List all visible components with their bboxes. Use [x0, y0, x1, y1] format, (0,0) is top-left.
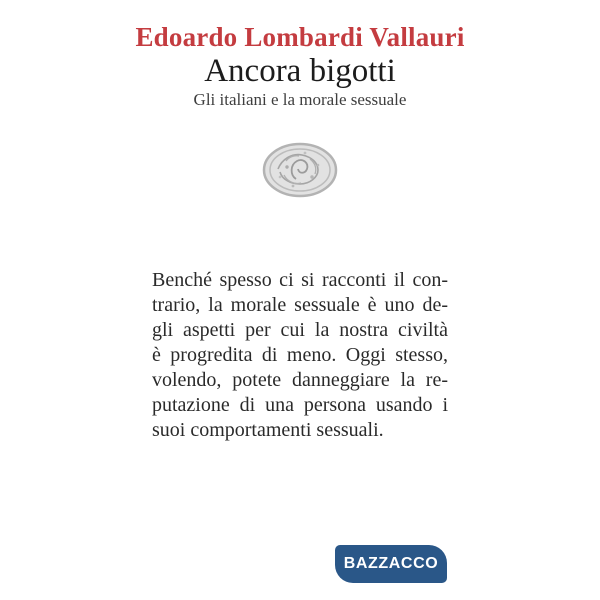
blurb-line: volendo, potete danneggiare la re- [152, 369, 448, 391]
blurb-line: gli aspetti per cui la nostra civiltà [152, 319, 448, 341]
book-subtitle: Gli italiani e la morale sessuale [193, 90, 407, 109]
bazzacco-watermark-badge [335, 545, 447, 583]
watermark-label: BAZZACCO [343, 555, 439, 572]
blurb-line: Benché spesso ci si racconti il con- [152, 269, 448, 291]
back-cover-blurb [152, 268, 448, 443]
publisher-emblem-icon [260, 139, 340, 201]
blurb-line: trario, la morale sessuale è uno de- [152, 294, 448, 316]
book-title: Ancora bigotti [204, 53, 396, 89]
blurb-line: putazione di una persona usando i [152, 394, 448, 416]
author-name: Edoardo Lombardi Vallauri [135, 22, 465, 52]
blurb-line: è progredita di meno. Oggi stesso, [152, 344, 448, 366]
blurb-line: suoi comportamenti sessuali. [152, 419, 384, 441]
